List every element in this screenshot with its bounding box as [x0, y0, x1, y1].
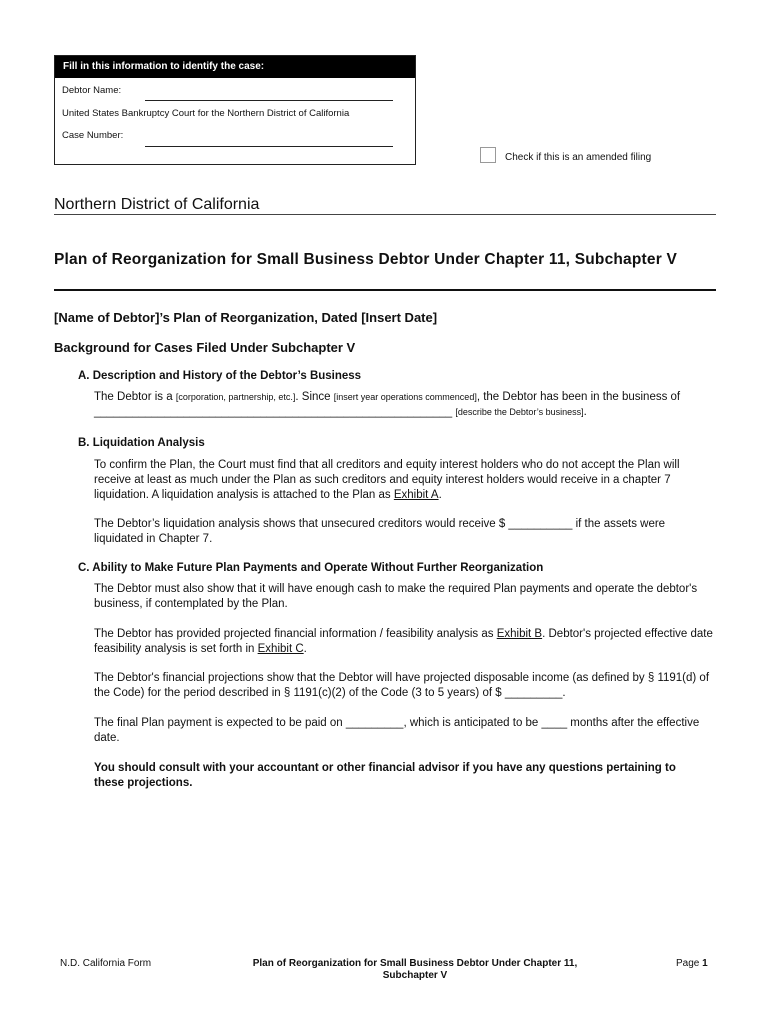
page-title: Plan of Reorganization for Small Business Debtor Under Chapter 11, Subchapter V: [54, 251, 678, 268]
section-a-paragraph: [94, 390, 716, 420]
year-commenced-placeholder: [insert year operations commenced]: [333, 392, 477, 402]
exhibit-b-link[interactable]: Exhibit B: [496, 628, 543, 640]
section-c-paragraph-1: The Debtor must also show that it will have enough cash to make the required Plan payments and operate the debtor's business, if contemplated by the Plan.: [94, 583, 698, 610]
section-c-paragraph-3: The Debtor's financial projections show that the Debtor will have projected disposable income (as defined by § 1191(d) of the Code) for the period described in § 1191(c)(2) of the Code (3 to 5 years) of $ _________.: [94, 672, 710, 699]
section-a-text-3: , the Debtor has been in the business of ________________________________________________________: [94, 391, 681, 418]
case-number-field[interactable]: [145, 146, 393, 147]
section-b-heading: B. Liquidation Analysis: [78, 437, 205, 449]
exhibit-a-link[interactable]: Exhibit A: [393, 489, 439, 501]
debtor-name-field[interactable]: [145, 100, 393, 101]
section-b-paragraph-1: [94, 458, 716, 503]
court-name: United States Bankruptcy Court for the Northern District of California: [62, 108, 350, 119]
case-identification-box: [54, 55, 416, 165]
title-divider: [54, 289, 716, 291]
section-c-paragraph-4: The final Plan payment is expected to be paid on _________, which is anticipated to be ____ months after the effective date.: [94, 717, 700, 744]
background-heading: Background for Cases Filed Under Subchapter V: [54, 340, 356, 355]
district-divider: [54, 214, 716, 215]
section-a-heading: A. Description and History of the Debtor’s Business: [78, 370, 362, 382]
section-b-paragraph-2: The Debtor’s liquidation analysis shows that unsecured creditors would receive $ __________ if the assets were liquidated in Chapter 7.: [94, 518, 666, 545]
section-c-paragraph-2: [94, 627, 716, 657]
page-number: 1: [702, 958, 708, 969]
debtor-name-label: Debtor Name:: [62, 85, 122, 96]
page-label: Page: [676, 958, 703, 969]
footer-title-line-2: Subchapter V: [382, 970, 448, 981]
exhibit-c-link[interactable]: Exhibit C: [257, 643, 304, 655]
section-a-text-1: The Debtor is a: [94, 391, 176, 403]
footer-page: [676, 958, 708, 969]
section-a-text-4: .: [583, 406, 587, 418]
footer-title-line-1: Plan of Reorganization for Small Business Debtor Under Chapter 11,: [252, 958, 578, 969]
amended-filing-checkbox[interactable]: [480, 147, 496, 163]
amended-filing-label: Check if this is an amended filing: [505, 152, 652, 163]
case-box-header: Fill in this information to identify the case:: [55, 56, 415, 78]
section-c-text-c: .: [303, 643, 307, 655]
section-a-text-2: . Since: [295, 391, 334, 403]
footer-title: [230, 958, 600, 982]
section-b-text-end: .: [438, 489, 442, 501]
section-c-heading: C. Ability to Make Future Plan Payments and Operate Without Further Reorganization: [78, 562, 544, 574]
plan-heading: [Name of Debtor]’s Plan of Reorganization, Dated [Insert Date]: [54, 310, 438, 325]
section-c-text-a: The Debtor has provided projected financial information / feasibility analysis as: [94, 628, 497, 640]
entity-type-placeholder: [corporation, partnership, etc.]: [175, 392, 296, 402]
advisor-notice: You should consult with your accountant or other financial advisor if you have any questions pertaining to these projections.: [94, 762, 676, 789]
section-c-text-b: . Debtor's projected effective date feasibility analysis is set forth in: [94, 628, 713, 655]
footer-form-label: N.D. California Form: [60, 958, 152, 969]
case-number-label: Case Number:: [62, 130, 124, 141]
business-description-placeholder: [describe the Debtor’s business]: [455, 407, 584, 417]
section-b-text: To confirm the Plan, the Court must find that all creditors and equity interest holders who do not accept the Plan will receive at least as much under the Plan as such creditors and equity interest holders would receive in a chapter 7 liquidation. A liquidation analysis is attached to the Plan as: [94, 459, 680, 501]
district-heading: Northern District of California: [54, 196, 260, 213]
